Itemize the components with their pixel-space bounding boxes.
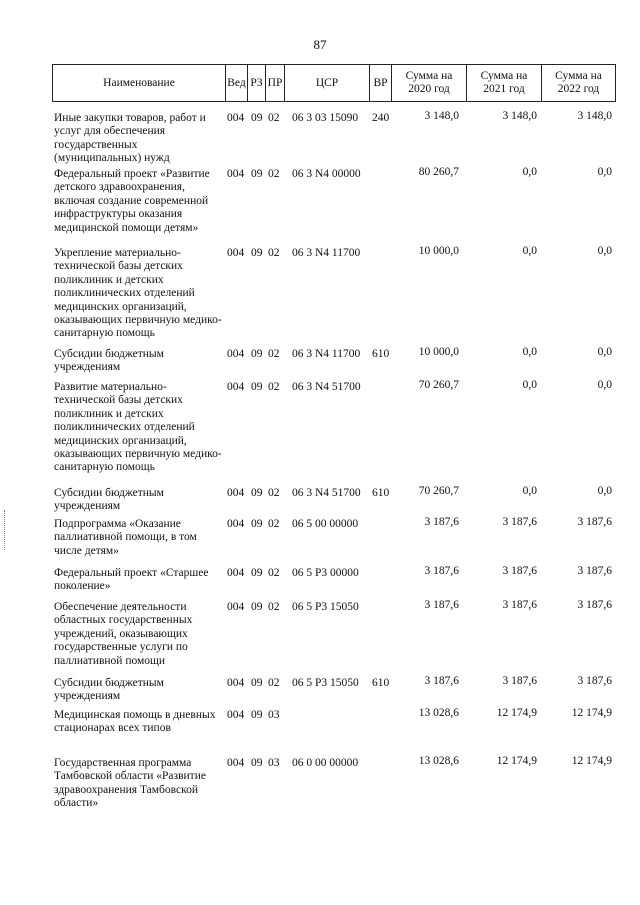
cell-vr: 610 — [372, 677, 390, 689]
cell-name: Подпрограмма «Оказание паллиативной помощи, в том числе детям» — [54, 518, 197, 557]
cell-name: Субсидии бюджетным учреждениям — [54, 677, 164, 703]
cell-csr: 06 3 N4 00000 — [292, 168, 361, 180]
cell-s2021: 3 148,0 — [502, 110, 537, 122]
cell-rz: 09 — [251, 709, 263, 721]
cell-pr: 02 — [268, 381, 280, 393]
header-vr: ВР — [369, 64, 392, 102]
header-name: Наименование — [52, 64, 226, 102]
cell-s2021: 12 174,9 — [496, 707, 537, 719]
cell-name: Федеральный проект «Развитие детского здравоохранения, включая создание современной инфраструктуры оказания медицинской помощи детям» — [54, 168, 210, 234]
cell-pr: 03 — [268, 757, 280, 769]
cell-pr: 02 — [268, 677, 280, 689]
cell-s2021: 3 187,6 — [502, 675, 537, 687]
header-sum-2020: Сумма на 2020 год — [391, 64, 467, 102]
cell-s2021: 0,0 — [522, 245, 537, 257]
cell-csr: 06 3 N4 51700 — [292, 487, 361, 499]
cell-csr: 06 3 N4 11700 — [292, 247, 361, 259]
cell-s2020: 70 260,7 — [418, 379, 459, 391]
cell-s2020: 80 260,7 — [418, 166, 459, 178]
cell-ved: 004 — [227, 112, 245, 124]
cell-pr: 02 — [268, 567, 280, 579]
cell-s2020: 70 260,7 — [418, 485, 459, 497]
cell-s2021: 3 187,6 — [502, 565, 537, 577]
header-csr: ЦСР — [284, 64, 370, 102]
cell-rz: 09 — [251, 168, 263, 180]
cell-ved: 004 — [227, 567, 245, 579]
cell-pr: 02 — [268, 168, 280, 180]
cell-rz: 09 — [251, 567, 263, 579]
header-sum-2022: Сумма на 2022 год — [541, 64, 616, 102]
cell-ved: 004 — [227, 518, 245, 530]
cell-vr: 610 — [372, 348, 390, 360]
cell-s2021: 0,0 — [522, 379, 537, 391]
cell-s2020: 3 187,6 — [424, 516, 459, 528]
cell-s2022: 0,0 — [597, 485, 612, 497]
cell-rz: 09 — [251, 757, 263, 769]
cell-s2022: 12 174,9 — [571, 755, 612, 767]
cell-ved: 004 — [227, 487, 245, 499]
cell-vr: 610 — [372, 487, 390, 499]
cell-s2022: 3 148,0 — [577, 110, 612, 122]
cell-pr: 02 — [268, 518, 280, 530]
cell-rz: 09 — [251, 518, 263, 530]
cell-csr: 06 0 00 00000 — [292, 757, 359, 769]
cell-name: Обеспечение деятельности областных государственных учреждений, оказывающих государственные услуги по паллиативной помощи — [54, 601, 193, 667]
cell-csr: 06 3 N4 11700 — [292, 348, 361, 360]
page-number: 87 — [313, 37, 327, 52]
cell-s2020: 13 028,6 — [418, 707, 459, 719]
cell-s2021: 0,0 — [522, 346, 537, 358]
cell-ved: 004 — [227, 757, 245, 769]
cell-pr: 02 — [268, 601, 280, 613]
cell-s2020: 10 000,0 — [418, 346, 459, 358]
cell-s2022: 3 187,6 — [577, 516, 612, 528]
cell-pr: 02 — [268, 247, 280, 259]
cell-name: Укрепление материально-технической базы детских поликлиник и детских поликлинических отделений медицинских организаций, оказывающих первичную медико-санитарную помощь — [54, 247, 222, 340]
cell-s2021: 3 187,6 — [502, 599, 537, 611]
cell-s2022: 3 187,6 — [577, 565, 612, 577]
cell-pr: 02 — [268, 487, 280, 499]
cell-s2022: 0,0 — [597, 166, 612, 178]
cell-s2021: 0,0 — [522, 166, 537, 178]
cell-s2020: 13 028,6 — [418, 755, 459, 767]
cell-s2022: 0,0 — [597, 379, 612, 391]
cell-pr: 02 — [268, 348, 280, 360]
header-rz: РЗ — [247, 64, 266, 102]
cell-csr: 06 3 N4 51700 — [292, 381, 361, 393]
cell-pr: 03 — [268, 709, 280, 721]
cell-rz: 09 — [251, 348, 263, 360]
cell-name: Медицинская помощь в дневных стационарах всех типов — [54, 709, 216, 735]
cell-ved: 004 — [227, 348, 245, 360]
cell-s2022: 3 187,6 — [577, 599, 612, 611]
cell-csr: 06 5 P3 00000 — [292, 567, 359, 579]
cell-s2021: 12 174,9 — [496, 755, 537, 767]
cell-rz: 09 — [251, 112, 263, 124]
cell-name: Субсидии бюджетным учреждениям — [54, 348, 164, 374]
cell-vr: 240 — [372, 112, 390, 124]
cell-ved: 004 — [227, 247, 245, 259]
cell-csr: 06 5 00 00000 — [292, 518, 359, 530]
cell-s2022: 0,0 — [597, 245, 612, 257]
cell-csr: 06 5 P3 15050 — [292, 601, 359, 613]
cell-ved: 004 — [227, 677, 245, 689]
cell-s2020: 3 187,6 — [424, 599, 459, 611]
cell-name: Субсидии бюджетным учреждениям — [54, 487, 164, 513]
cell-ved: 004 — [227, 168, 245, 180]
cell-s2022: 3 187,6 — [577, 675, 612, 687]
cell-rz: 09 — [251, 677, 263, 689]
cell-s2022: 12 174,9 — [571, 707, 612, 719]
cell-s2020: 3 187,6 — [424, 675, 459, 687]
cell-s2020: 3 187,6 — [424, 565, 459, 577]
cell-csr: 06 5 P3 15050 — [292, 677, 359, 689]
cell-rz: 09 — [251, 247, 263, 259]
cell-ved: 004 — [227, 709, 245, 721]
header-sum-2021: Сумма на 2021 год — [466, 64, 542, 102]
cell-rz: 09 — [251, 381, 263, 393]
cell-ved: 004 — [227, 381, 245, 393]
cell-s2021: 3 187,6 — [502, 516, 537, 528]
cell-pr: 02 — [268, 112, 280, 124]
header-pr: ПР — [265, 64, 285, 102]
cell-rz: 09 — [251, 487, 263, 499]
cell-s2020: 10 000,0 — [418, 245, 459, 257]
cell-s2020: 3 148,0 — [424, 110, 459, 122]
cell-ved: 004 — [227, 601, 245, 613]
cell-csr: 06 3 03 15090 — [292, 112, 359, 124]
cell-name: Государственная программа Тамбовской области «Развитие здравоохранения Тамбовской области» — [54, 757, 206, 810]
header-ved: Вед — [225, 64, 248, 102]
cell-name: Федеральный проект «Старшее поколение» — [54, 567, 209, 593]
cell-s2022: 0,0 — [597, 346, 612, 358]
cell-name: Развитие материально-технической базы детских поликлиник и детских поликлинических отделений медицинских организаций, оказывающих первичную медико-санитарную помощь — [54, 381, 222, 474]
cell-rz: 09 — [251, 601, 263, 613]
cell-name: Иные закупки товаров, работ и услуг для обеспечения государственных (муниципальных) нужд — [54, 112, 206, 165]
cell-s2021: 0,0 — [522, 485, 537, 497]
